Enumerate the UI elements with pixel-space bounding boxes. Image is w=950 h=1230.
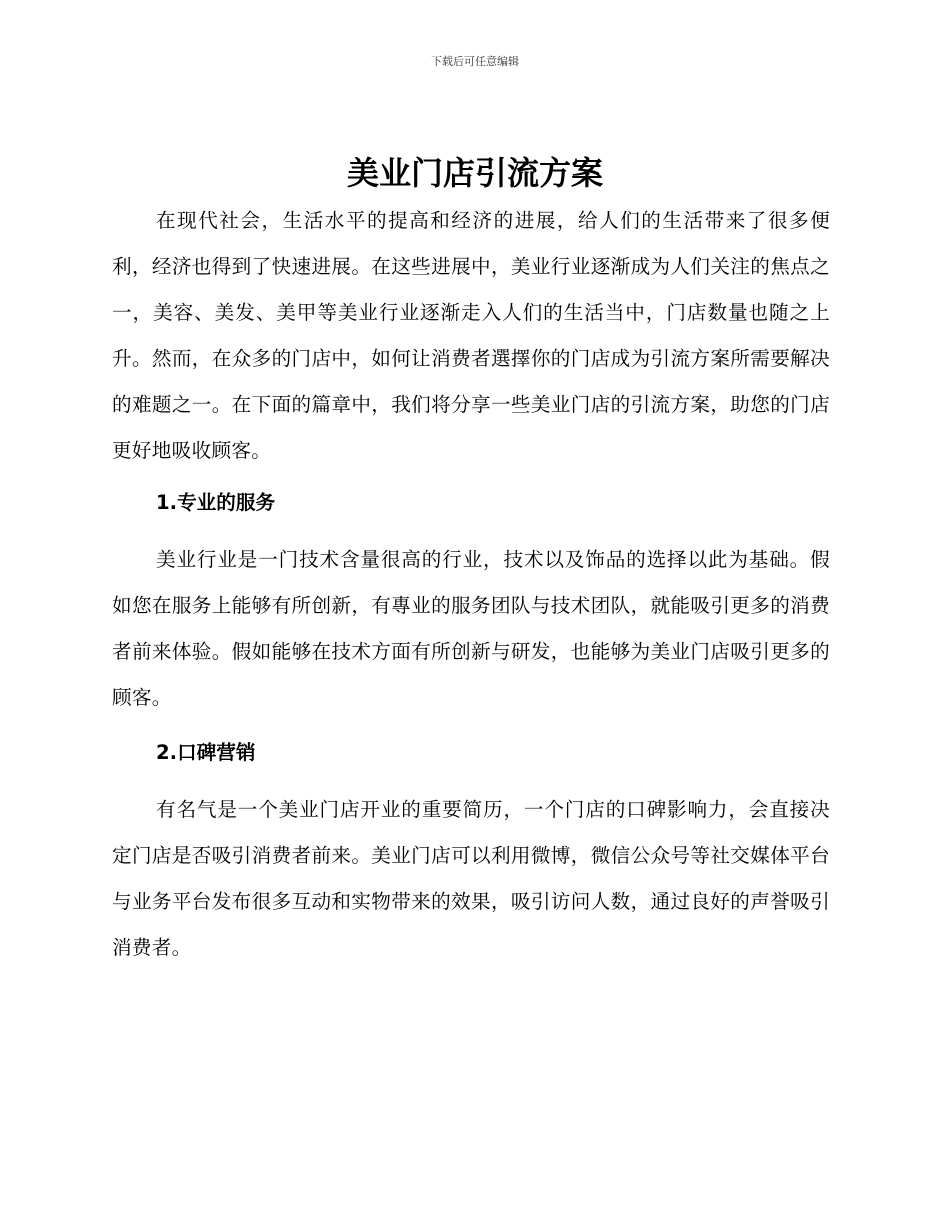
section-body-word-of-mouth: 有名气是一个美业门店开业的重要简历，一个门店的口碑影响力，会直接决定门店是否吸引消费者前来。美业门店可以利用微博，微信公众号等社交媒体平台与业务平台发布很多互动和实物带来的效果，吸引访问人数，通过良好的声誉吸引消费者。 <box>112 798 830 959</box>
intro-paragraph: 在现代社会，生活水平的提高和经济的进展，给人们的生活带来了很多便利，经济也得到了快速进展。在这些进展中，美业行业逐渐成为人们关注的焦点之一，美容、美发、美甲等美业行业逐渐走入人们的生活当中，门店数量也随之上升。然而，在众多的门店中，如何让消费者選擇你的门店成为引流方案所需要解决的难题之一。在下面的篇章中，我们将分享一些美业门店的引流方案，助您的门店更好地吸收顾客。 <box>112 209 830 462</box>
section-heading-professional-service: 1.专业的服务 <box>156 491 276 514</box>
section-body-professional-service: 美业行业是一门技术含量很高的行业，技术以及饰品的选择以此为基础。假如您在服务上能够有所创新，有專业的服务团队与技术团队，就能吸引更多的消费者前来体验。假如能够在技术方面有所创新与研发，也能够为美业门店吸引更多的顾客。 <box>112 548 830 709</box>
header-note: 下载后可任意编辑 <box>431 55 519 68</box>
document-title: 美业门店引流方案 <box>346 154 603 192</box>
section-heading-word-of-mouth: 2.口碑营销 <box>156 741 256 764</box>
